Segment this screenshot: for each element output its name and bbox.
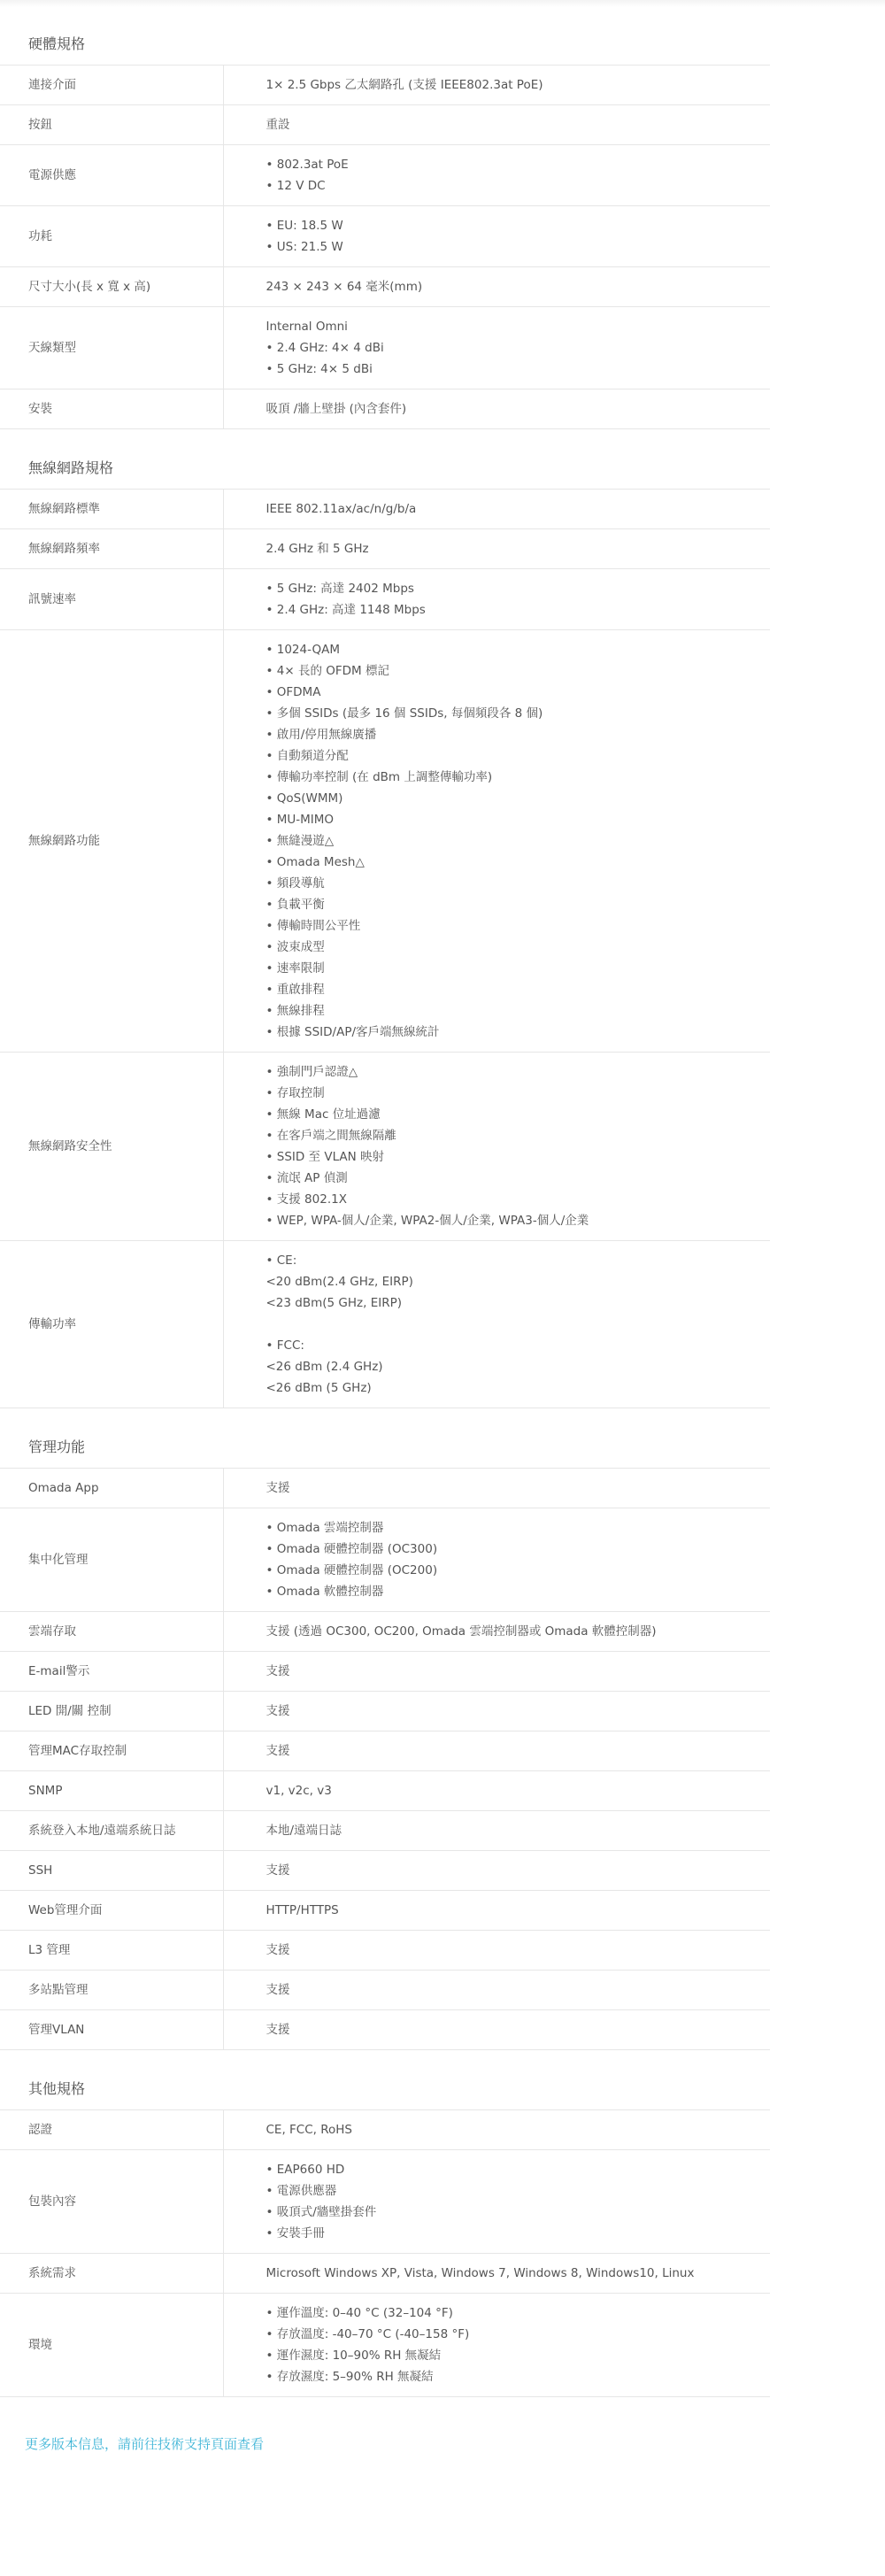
spec-value-line: • MU-MIMO [266, 813, 335, 827]
spec-key: SSH [0, 1851, 223, 1891]
spec-key: 無線網路安全性 [0, 1053, 223, 1241]
spec-value-line: • 速率限制 [266, 961, 325, 976]
spec-value [223, 307, 770, 389]
spec-key: 多站點管理 [0, 1971, 223, 2010]
spec-row [0, 1971, 770, 2010]
spec-key: L3 管理 [0, 1931, 223, 1971]
spec-row [0, 630, 770, 1053]
spec-value-line: • Omada 軟體控制器 [266, 1585, 384, 1599]
spec-value-line: 243 × 243 × 64 毫米(mm) [266, 280, 423, 294]
spec-value [223, 1851, 770, 1891]
spec-value-line: HTTP/HTTPS [266, 1903, 339, 1917]
spec-value-line: • 安裝手冊 [266, 2226, 325, 2241]
spec-row [0, 307, 770, 389]
spec-row [0, 66, 770, 105]
spec-row [0, 1731, 770, 1771]
spec-value [223, 105, 770, 145]
spec-value-line: • 傳輸功率控制 (在 dBm 上調整傳輸功率) [266, 770, 493, 784]
spec-row [0, 206, 770, 267]
spec-value-line: • 自動頻道分配 [266, 749, 349, 763]
spec-row [0, 2294, 770, 2397]
spec-value-line: 支援 [266, 1664, 290, 1678]
spec-value [223, 1811, 770, 1851]
spec-value-line: • 啟用/停用無線廣播 [266, 728, 377, 742]
spec-value-line: • OFDMA [266, 685, 321, 699]
section-title: 其他規格 [0, 2050, 770, 2110]
spec-value-line: 1× 2.5 Gbps 乙太網路孔 (支援 IEEE802.3at PoE) [266, 78, 543, 92]
spec-row [0, 389, 770, 429]
spec-value-line: • 重啟排程 [266, 983, 325, 997]
spec-row [0, 145, 770, 206]
spec-value-line: • SSID 至 VLAN 映射 [266, 1150, 385, 1164]
spec-key: Web管理介面 [0, 1891, 223, 1931]
spec-value [223, 389, 770, 429]
spec-row [0, 2150, 770, 2254]
spec-value-line: • EAP660 HD [266, 2163, 345, 2177]
spec-value-line: 支援 [266, 1744, 290, 1758]
spec-value-line: 本地/遠端日誌 [266, 1824, 342, 1838]
spec-value-line: • 無縫漫遊△ [266, 834, 335, 848]
spec-value-line: • US: 21.5 W [266, 240, 343, 254]
spec-value-line: • 5 GHz: 4× 5 dBi [266, 362, 373, 376]
spec-value-line: • 無線 Mac 位址過濾 [266, 1107, 381, 1122]
spec-value-line: • EU: 18.5 W [266, 219, 343, 233]
spec-value [223, 1053, 770, 1241]
spec-container [0, 7, 770, 2397]
spec-key: 無線網路標準 [0, 490, 223, 529]
spec-value [223, 1241, 770, 1408]
spec-value [223, 2254, 770, 2294]
spec-key: E-mail警示 [0, 1652, 223, 1692]
spec-key: 連接介面 [0, 66, 223, 105]
spec-value-line: 2.4 GHz 和 5 GHz [266, 542, 369, 556]
spec-value [223, 206, 770, 267]
spec-row [0, 105, 770, 145]
spec-value-line: • QoS(WMM) [266, 791, 343, 806]
spec-key: 功耗 [0, 206, 223, 267]
spec-key: 訊號速率 [0, 569, 223, 630]
spec-value-line: • WEP, WPA-個人/企業, WPA2-個人/企業, WPA3-個人/企業 [266, 1214, 589, 1228]
spec-value-line: • 流氓 AP 偵測 [266, 1171, 348, 1185]
spec-value-line: • 電源供應器 [266, 2184, 337, 2198]
spec-value [223, 1469, 770, 1508]
spec-row [0, 2110, 770, 2150]
spec-key: 安裝 [0, 389, 223, 429]
spec-value-line: • Omada 硬體控制器 (OC200) [266, 1563, 438, 1577]
spec-value-line: <23 dBm(5 GHz, EIRP) [266, 1296, 402, 1310]
spec-key: 集中化管理 [0, 1508, 223, 1612]
spec-value-line: • 4× 長的 OFDM 標記 [266, 664, 389, 678]
spec-value [223, 529, 770, 569]
spec-value [223, 145, 770, 206]
top-shadow-bar [0, 0, 885, 7]
spec-value [223, 66, 770, 105]
spec-row [0, 2010, 770, 2050]
spec-value-line: • 12 V DC [266, 179, 326, 193]
spec-value-line: <20 dBm(2.4 GHz, EIRP) [266, 1275, 413, 1289]
spec-value [223, 1612, 770, 1652]
spec-value-line: • 存取控制 [266, 1086, 325, 1100]
spec-key: 系統登入本地/遠端系統日誌 [0, 1811, 223, 1851]
spec-key: 無線網路功能 [0, 630, 223, 1053]
spec-value-line: • 負載平衡 [266, 898, 325, 912]
spec-value-line: • 無線排程 [266, 1004, 325, 1018]
spec-row [0, 1241, 770, 1408]
spec-value-line: • 在客戶端之間無線隔離 [266, 1129, 396, 1143]
spec-row [0, 1053, 770, 1241]
spec-table [0, 2110, 770, 2397]
more-versions-link[interactable]: 更多版本信息，請前往技術支持頁面查看 [25, 2436, 265, 2452]
spec-value-line: • 吸頂式/牆壁掛套件 [266, 2205, 377, 2219]
spec-row [0, 529, 770, 569]
spec-value [223, 2010, 770, 2050]
spec-row [0, 1891, 770, 1931]
spec-value [223, 2150, 770, 2254]
spec-value-line: • FCC: [266, 1338, 304, 1353]
spec-value-line: • 傳輸時間公平性 [266, 919, 361, 933]
spec-row [0, 1931, 770, 1971]
spec-value-line: 支援 [266, 1863, 290, 1878]
spec-key: 管理MAC存取控制 [0, 1731, 223, 1771]
section-title: 無線網路規格 [0, 429, 770, 490]
spec-value-line: v1, v2c, v3 [266, 1784, 332, 1798]
spec-row [0, 1508, 770, 1612]
spec-row [0, 1771, 770, 1811]
spec-value [223, 2110, 770, 2150]
spec-value-line: CE, FCC, RoHS [266, 2123, 352, 2137]
spec-value-line: Internal Omni [266, 320, 348, 334]
spec-key: 按鈕 [0, 105, 223, 145]
spec-value-line: • 頻段導航 [266, 876, 325, 891]
spec-row [0, 569, 770, 630]
spec-value-line: • 強制門戶認證△ [266, 1065, 358, 1079]
spec-value [223, 1891, 770, 1931]
spec-key: 傳輸功率 [0, 1241, 223, 1408]
spec-value-line: • Omada Mesh△ [266, 855, 365, 869]
spec-value-line [266, 1314, 757, 1335]
spec-value-line: <26 dBm (5 GHz) [266, 1381, 372, 1395]
spec-value-line: 支援 [266, 1481, 290, 1495]
spec-value-line: • 802.3at PoE [266, 158, 349, 172]
spec-value [223, 490, 770, 529]
spec-value [223, 267, 770, 307]
spec-table [0, 490, 770, 1408]
spec-table [0, 66, 770, 429]
spec-key: 包裝內容 [0, 2150, 223, 2254]
spec-value-line: • Omada 硬體控制器 (OC300) [266, 1542, 438, 1556]
spec-key: SNMP [0, 1771, 223, 1811]
spec-value-line: • 運作濕度: 10–90% RH 無凝結 [266, 2348, 442, 2363]
spec-key: Omada App [0, 1469, 223, 1508]
spec-value-line: <26 dBm (2.4 GHz) [266, 1360, 383, 1374]
spec-key: 環境 [0, 2294, 223, 2397]
spec-value-line: • 運作溫度: 0–40 °C (32–104 °F) [266, 2306, 453, 2320]
spec-value [223, 1731, 770, 1771]
spec-value-line: IEEE 802.11ax/ac/n/g/b/a [266, 502, 417, 516]
spec-key: 雲端存取 [0, 1612, 223, 1652]
spec-row [0, 1612, 770, 1652]
spec-row [0, 2254, 770, 2294]
section-title: 硬體規格 [0, 7, 770, 66]
spec-value-line: • 支援 802.1X [266, 1192, 347, 1207]
spec-value-line: • 根據 SSID/AP/客戶端無線統計 [266, 1025, 440, 1039]
spec-value-line: 支援 [266, 1704, 290, 1718]
spec-value [223, 1692, 770, 1731]
spec-value-line: • 2.4 GHz: 4× 4 dBi [266, 341, 384, 355]
spec-value-line: • 存放溫度: -40–70 °C (-40–158 °F) [266, 2327, 470, 2341]
spec-value-line: • Omada 雲端控制器 [266, 1521, 384, 1535]
spec-row [0, 1851, 770, 1891]
spec-value [223, 2294, 770, 2397]
spec-table [0, 1469, 770, 2050]
spec-key: 管理VLAN [0, 2010, 223, 2050]
spec-row [0, 490, 770, 529]
spec-value-line: 支援 [266, 2023, 290, 2037]
spec-value-line: • CE: [266, 1253, 297, 1268]
spec-value-line: • 多個 SSIDs (最多 16 個 SSIDs, 每個頻段各 8 個) [266, 706, 543, 721]
spec-value-line: • 5 GHz: 高達 2402 Mbps [266, 582, 414, 596]
spec-value-line: 支援 (透過 OC300, OC200, Omada 雲端控制器或 Omada 軟體控制器) [266, 1624, 657, 1639]
spec-value-line: 支援 [266, 1943, 290, 1957]
spec-row [0, 267, 770, 307]
spec-value-line: • 2.4 GHz: 高達 1148 Mbps [266, 603, 426, 617]
spec-value-line: • 波束成型 [266, 940, 325, 954]
spec-row [0, 1692, 770, 1731]
section-title: 管理功能 [0, 1408, 770, 1469]
spec-value [223, 1508, 770, 1612]
spec-key: 電源供應 [0, 145, 223, 206]
spec-key: 無線網路頻率 [0, 529, 223, 569]
spec-value [223, 569, 770, 630]
spec-value [223, 1771, 770, 1811]
spec-value-line: 吸頂 /牆上壁掛 (內含套件) [266, 402, 407, 416]
spec-value-line: • 1024-QAM [266, 643, 340, 657]
spec-row [0, 1811, 770, 1851]
spec-key: 天線類型 [0, 307, 223, 389]
spec-key: 系統需求 [0, 2254, 223, 2294]
spec-key: 認證 [0, 2110, 223, 2150]
spec-value [223, 1652, 770, 1692]
spec-value-line: 支援 [266, 1983, 290, 1997]
spec-key: 尺寸大小(長 x 寬 x 高) [0, 267, 223, 307]
spec-value-line: 重設 [266, 118, 290, 132]
spec-value [223, 1931, 770, 1971]
spec-value-line: Microsoft Windows XP, Vista, Windows 7, Windows 8, Windows10, Linux [266, 2266, 695, 2280]
spec-row [0, 1652, 770, 1692]
spec-key: LED 開/關 控制 [0, 1692, 223, 1731]
spec-row [0, 1469, 770, 1508]
spec-value [223, 1971, 770, 2010]
spec-value-line: • 存放濕度: 5–90% RH 無凝結 [266, 2370, 434, 2384]
spec-value [223, 630, 770, 1053]
